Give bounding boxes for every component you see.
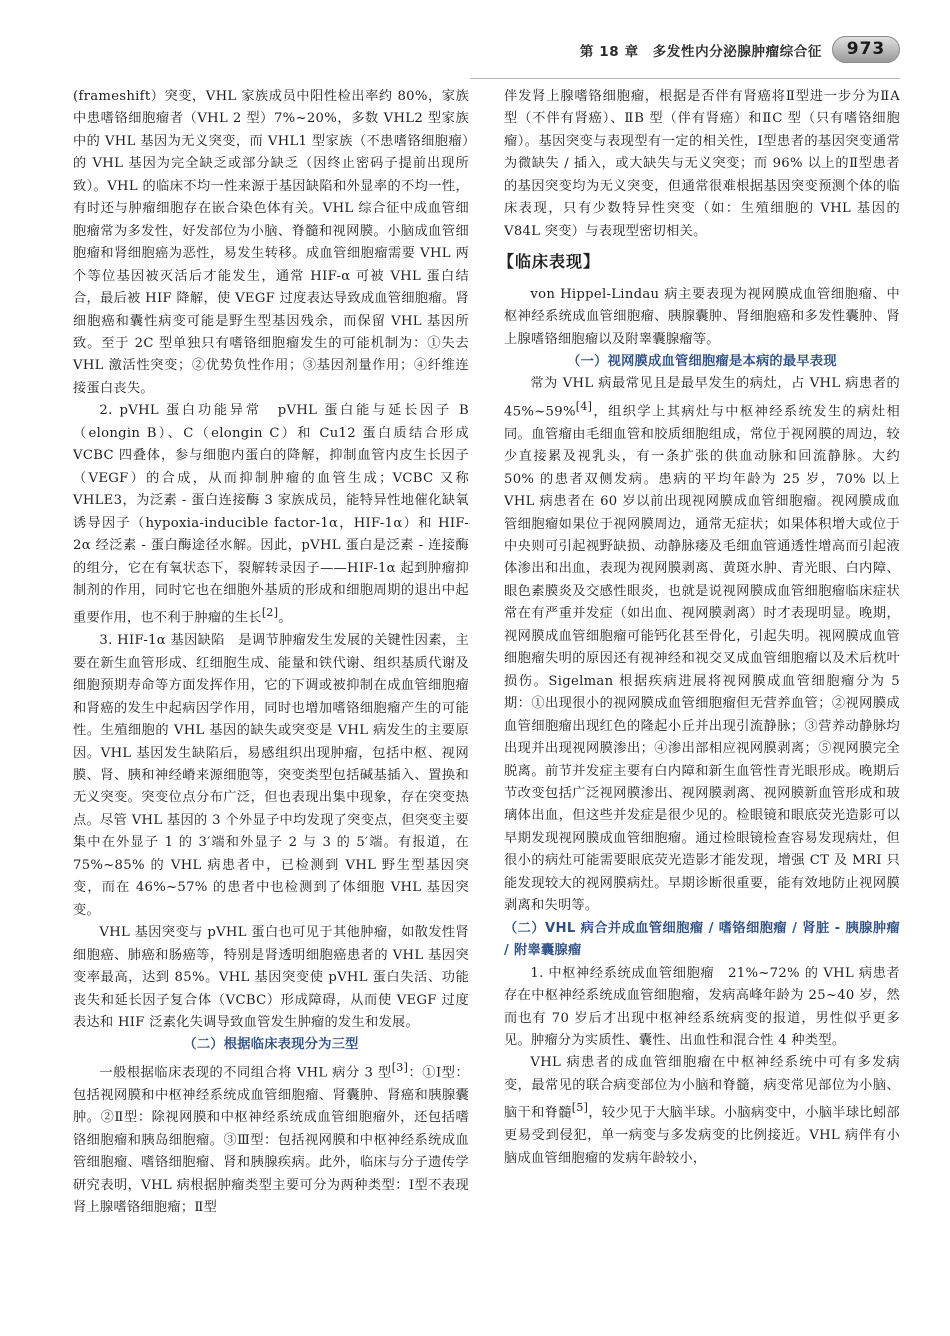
header-divider xyxy=(470,78,900,79)
page-number-badge: 973 xyxy=(832,36,900,63)
paragraph: (frameshift）突变，VHL 家族成员中阳性检出率约 80%，家族中患嗜铬细胞瘤者（VHL 2 型）7%~20%，多数 VHL2 型家族中的 VHL 基因为无义突变，而 VHL1 型家族（不患嗜铬细胞瘤）的 VHL 基因为完全缺乏或部分缺乏（因终止密码子提前出现所致）。VHL 的临床不均一性来源于基因缺陷和外显率的不均一性，有时还与肿瘤细胞存在嵌合染色体有关。VHL 综合征中成血管细胞瘤常为多发性，好发部位为小脑、脊髓和视网膜。小脑成血管细胞瘤和肾细胞癌为恶性，易发生转移。成血管细胞瘤需要 VHL 两个等位基因被灭活后才能发生，通常 HIF-α 可被 VHL 蛋白结合，最后被 HIF 降解，使 VEGF 过度表达导致成血管细胞瘤。肾细胞癌和囊性病变可能是野生型基因残余，而保留 VHL 基因所致。至于 2C 型单独只有嗜铬细胞瘤发生的可能机制为：①失去 VHL 激活性突变；②优势负性作用；③基因剂量作用；④纤维连接蛋白丧失。 xyxy=(73,89,469,396)
paragraph-text: 一般根据临床表现的不同组合将 VHL 病分 3 型 xyxy=(99,1065,392,1081)
paragraph-text: ，组织学上其病灶与中枢神经系统发生的病灶相同。血管瘤由毛细血管和胶质细胞组成，常位于视网膜的周边，较少直接累及视乳头，有一条扩张的供血动脉和回流静脉。大约 50% 的患者双侧发病。患病的平均年龄为 25 岁，70% 以上 VHL 病患者在 60 岁以前出现视网膜成血管细胞瘤。视网膜成血管细胞瘤如果位于视网膜周边，通常无症状；如果体积增大或位于中央则可引起视野缺损、动静脉瘘及毛细血管通透性增高而引起液体渗出和出血，表现为视网膜剥离、黄斑水肿、青光眼、白内障、眼色素膜炎及交感性眼炎，也就是说视网膜成血管细胞瘤临床症状常在有严重并发症（如出血、视网膜剥离）时才表现明显。晚期，视网膜成血管细胞瘤可能钙化甚至骨化，引起失明。视网膜成血管细胞瘤失明的原因还有视神经和视交叉成血管细胞瘤以及术后枕叶损伤。Sigelman 根据疾病进展将视网膜成血管细胞瘤分为 5 期：①出现很小的视网膜成血管细胞瘤但无营养血管；②视网膜成血管细胞瘤出现红色的隆起小丘并出现引流静脉；③营养动静脉均出现并出现视网膜渗出；④渗出部相应视网膜剥离；⑤视网膜完全脱离。前节并发症主要有白内障和新生血管性青光眼形成。晚期后节改变包括广泛视网膜渗出、视网膜剥离、视网膜新血管形成和玻璃体出血，但这些并发症是很少见的。检眼镜和眼底荧光造影可以早期发现视网膜成血管细胞瘤。通过检眼镜检查容易发现病灶，但很小的病灶可能需要眼底荧光造影才能发现，增强 CT 及 MRI 只能发现较大的视网膜病灶。早期诊断很重要，能有效地防止视网膜剥离和失明等。 xyxy=(504,404,900,914)
paragraph-text: 常为 VHL 病最常见且是最早发生的病灶，占 VHL 病患者的 45%~59% xyxy=(504,376,900,420)
citation: [3] xyxy=(391,1060,409,1074)
paragraph xyxy=(73,1057,469,1220)
page-header xyxy=(470,36,900,66)
citation: [2] xyxy=(261,606,279,620)
citation: [4] xyxy=(575,399,593,413)
section-heading: 【临床表现】 xyxy=(498,252,601,272)
paragraph-text: 2. pVHL 蛋白功能异常 pVHL 蛋白能与延长因子 B（elongin B）、C（elongin C）和 Cu12 蛋白质结合形成 VCBC 四叠体，参与细胞内蛋白的降解，抑制血管内皮生长因子（VEGF）的合成，从而抑制肿瘤的血管生成；VCBC 又称 VHLE3，为泛素 - 蛋白连接酶 3 家族成员，能特异性地催化缺氧诱导因子（hypoxia-inducible factor-1α，HIF-1α）和 HIF-2α 经泛素 - 蛋白酶途径水解。因此，pVHL 蛋白是泛素 - 连接酶的组分，它在有氧状态下，裂解转录因子——HIF-1α 起到肿瘤抑制剂的作用，同时它也在细胞外基质的形成和细胞周期的退出中起重要作用，也不利于肿瘤的生长 xyxy=(73,403,469,626)
right-column xyxy=(498,86,901,1170)
paragraph-text: 。 xyxy=(278,610,292,626)
paragraph-text: VHL 病患者的成血管细胞瘤在中枢神经系统中可有多发病变，最常见的联合病变部位为小脑和脊髓，病变常见部位为小脑、脑干和脊髓 xyxy=(504,1055,900,1121)
paragraph: 3. HIF-1α 基因缺陷 是调节肿瘤发生发展的关键性因素，主要在新生血管形成、红细胞生成、能量和铁代谢、组织基质代谢及细胞预期寿命等方面发挥作用，它的下调或被抑制在成血管细胞瘤和肾癌的发生中起病因学作用，同时也增加嗜铬细胞瘤产生的可能性。生殖细胞的 VHL 基因的缺失或突变是 VHL 病发生的主要原因。VHL 基因发生缺陷后，易感组织出现肿瘤，包括中枢、视网膜、肾、胰和神经嵴来源细胞等，突变类型包括碱基插入、置换和无义突变。突变位点分布广泛，但也表现出集中现象，存在突变热点。尽管 VHL 基因的 3 个外显子中均发现了突变点，但突变主要集中在外显子 1 的 3′端和外显子 2 与 3 的 5′端。有报道，在 75%~85% 的 VHL 病患者中，已检测到 VHL 野生型基因突变，而在 46%~57% 的患者中也检测到了体细胞 VHL 基因突变。 xyxy=(73,633,469,918)
paragraph xyxy=(504,1052,900,1170)
paragraph-text: ，较少见于大脑半球。小脑病变中，小脑半球比蚓部更易受到侵犯，单一病变与多发病变的比例接近。VHL 病伴有小脑成血管细胞瘤的发病年龄较小， xyxy=(504,1105,901,1166)
paragraph xyxy=(504,373,900,917)
subsection-heading: （二）VHL 病合并成血管细胞瘤 / 嗜铬细胞瘤 / 肾脏 - 胰腺肿瘤 / 附睾囊腺瘤 xyxy=(504,920,900,959)
subsection-heading: （二）根据临床表现分为三型 xyxy=(183,1037,359,1053)
citation: [5] xyxy=(571,1101,589,1115)
paragraph-text: ：①Ⅰ型：包括视网膜和中枢神经系统成血管细胞瘤、肾囊肿、肾癌和胰腺囊肿。②Ⅱ型：除视网膜和中枢神经系统成血管细胞瘤外，还包括嗜铬细胞瘤和胰岛细胞瘤。③Ⅲ型：包括视网膜和中枢神经系统成血管细胞瘤、嗜铬细胞瘤、肾和胰腺疾病。此外，临床与分子遗传学研究表明，VHL 病根据肿瘤类型主要可分为两种类型：Ⅰ型不表现肾上腺嗜铬细胞瘤；Ⅱ型 xyxy=(73,1065,469,1215)
paragraph: von Hippel-Lindau 病主要表现为视网膜成血管细胞瘤、中枢神经系统成血管细胞瘤、胰腺囊肿、肾细胞癌和多发性囊肿、肾上腺嗜铬细胞瘤以及附睾囊腺瘤等。 xyxy=(504,286,900,347)
paragraph: VHL 基因突变与 pVHL 蛋白也可见于其他肿瘤，如散发性肾细胞癌、肺癌和肠癌等，特别是肾透明细胞癌患者的 VHL 基因突变率最高，达到 85%。VHL 基因突变使 pVHL 蛋白失活、功能丧失和延长因子复合体（VCBC）形成障碍，从而使 VEGF 过度表达和 HIF 泛素化失调导致血管发生肿瘤的发生和发展。 xyxy=(73,925,469,1030)
paragraph: 伴发肾上腺嗜铬细胞瘤，根据是否伴有肾癌将Ⅱ型进一步分为ⅡA 型（不伴有肾癌）、ⅡB 型（伴有肾癌）和ⅡC 型（只有嗜铬细胞瘤）。基因突变与表现型有一定的相关性，Ⅰ型患者的基因突变通常为微缺失 / 插入，或大缺失与无义突变；而 96% 以上的Ⅱ型患者的基因突变均为无义突变，但通常很难根据基因突变预测个体的临床表现，只有少数特异性突变（如：生殖细胞的 VHL 基因的 V84L 突变）与表现型密切相关。 xyxy=(504,89,900,239)
paragraph: 1. 中枢神经系统成血管细胞瘤 21%~72% 的 VHL 病患者存在中枢神经系统成血管细胞瘤，发病高峰年龄为 25~40 岁，然而也有 70 岁后才出现中枢神经系统病变的报道，男性似乎更多见。肿瘤分为实质性、囊性、出血性和混合性 4 种类型。 xyxy=(504,965,900,1048)
subsection-heading: （一）视网膜成血管细胞瘤是本病的最早表现 xyxy=(567,353,837,369)
left-column xyxy=(73,86,469,1219)
paragraph xyxy=(73,400,469,630)
chapter-title: 第 18 章 多发性内分泌腺肿瘤综合征 xyxy=(579,44,822,60)
